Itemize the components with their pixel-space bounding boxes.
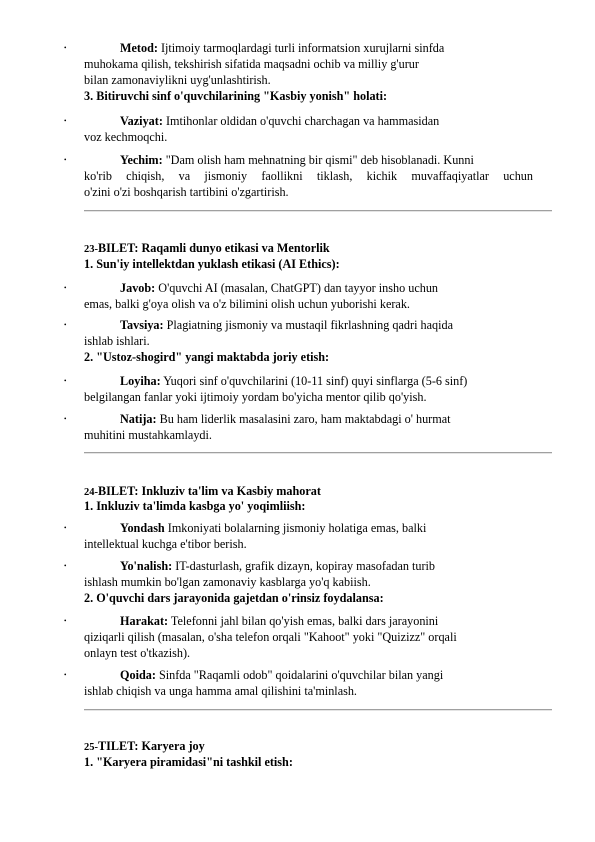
- item-text: Plagiatning jismoniy va mustaqil fikrlashning qadri haqida: [163, 318, 453, 332]
- bullet: •: [64, 284, 67, 292]
- list-item-yondash: [120, 521, 426, 536]
- bullet: •: [64, 117, 67, 125]
- ticket-heading: [84, 739, 205, 755]
- item-term: Yo'nalish:: [120, 559, 173, 573]
- item-term: Metod:: [120, 41, 158, 55]
- item-text: ishlash mumkin bo'lgan zamonaviy kasblarga yo'q kabiish.: [84, 575, 371, 589]
- item-text: O'quvchi AI (masalan, ChatGPT) dan tayyor insho uchun: [155, 281, 439, 295]
- divider: [84, 709, 552, 711]
- list-item-yonalish: [120, 559, 435, 574]
- item-text: Imtihonlar oldidan o'quvchi charchagan va hammasidan: [162, 114, 440, 128]
- section-heading: 1. "Karyera piramidasi"ni tashkil etish:: [84, 755, 293, 769]
- item-text: muhitini mustahkamlaydi.: [84, 428, 212, 442]
- item-text: intellektual kuchga e'tibor berish.: [84, 537, 247, 551]
- item-text: emas, balki g'oya olish va o'z bilimini olish uchun yuborishi kerak.: [84, 297, 410, 311]
- item-text: qiziqarli qilish (masalan, o'sha telefon orqali "Kahoot" yoki "Quizizz" orqali: [84, 630, 457, 644]
- list-item-loyiha: [120, 374, 467, 389]
- section-heading: 1. Sun'iy intellektdan yuklash etikasi (AI Ethics):: [84, 257, 340, 271]
- item-term: Javob:: [120, 281, 156, 295]
- section-heading: 1. Inkluziv ta'limda kasbga yo' yoqimliish:: [84, 499, 306, 513]
- item-text: Telefonni jahl bilan qo'yish emas, balki dars jarayonini: [168, 614, 439, 628]
- divider: [84, 452, 552, 454]
- bullet: •: [64, 321, 67, 329]
- ticket-title: BILET: Inkluziv ta'lim va Kasbiy mahorat: [98, 484, 321, 498]
- item-text: ishlab chiqish va unga hamma amal qilishini ta'minlash.: [84, 684, 357, 698]
- item-text: ko'rib chiqish, va jismoniy faollikni tiklash, kichik muvaffaqiyatlar uchun: [84, 169, 533, 183]
- item-term: Yechim:: [120, 153, 163, 167]
- section-heading: 3. Bitiruvchi sinf o'quvchilarining "Kasbiy yonish" holati:: [84, 89, 388, 103]
- item-text: Yuqori sinf o'quvchilarini (10-11 sinf) quyi sinflarga (5-6 sinf): [160, 374, 468, 388]
- bullet: •: [64, 562, 67, 570]
- bullet: •: [64, 671, 67, 679]
- bullet: •: [64, 377, 67, 385]
- bullet: •: [64, 524, 67, 532]
- item-text: Sinfda "Raqamli odob" qoidalarini o'quvchilar bilan yangi: [155, 668, 444, 682]
- ticket-heading: [84, 484, 321, 500]
- section-heading: 2. "Ustoz-shogird" yangi maktabda joriy etish:: [84, 350, 330, 364]
- item-term: Qoida:: [120, 668, 156, 682]
- item-text: voz kechmoqchi.: [84, 130, 168, 144]
- item-text: "Dam olish ham mehnatning bir qismi" deb hisoblanadi. Kunni: [162, 153, 474, 167]
- item-text: onlayn test o'tkazish).: [84, 646, 191, 660]
- section-heading: 2. O'quvchi dars jarayonida gajetdan o'rinsiz foydalansa:: [84, 591, 384, 605]
- list-item-yechim: [120, 153, 474, 168]
- ticket-heading: [84, 241, 330, 257]
- divider: [84, 210, 552, 212]
- bullet: •: [64, 156, 67, 164]
- item-text: Ijtimoiy tarmoqlardagi turli informatsion xurujlarni sinfda: [157, 41, 445, 55]
- list-item-vaziyat: [120, 114, 439, 129]
- item-text: ishlab ishlari.: [84, 334, 150, 348]
- item-text: Imkoniyati bolalarning jismoniy holatiga emas, balki: [164, 521, 427, 535]
- list-item-metod: [120, 41, 444, 56]
- item-text: Bu ham liderlik masalasini zaro, ham maktabdagi o' hurmat: [156, 412, 451, 426]
- item-term: Harakat:: [120, 614, 169, 628]
- ticket-title: TILET: Karyera joy: [98, 739, 205, 753]
- ticket-number: 23-: [84, 244, 98, 255]
- item-term: Tavsiya:: [120, 318, 164, 332]
- bullet: •: [64, 617, 67, 625]
- ticket-number: 25-: [84, 742, 98, 753]
- list-item-javob: [120, 281, 438, 296]
- item-text: o'zini o'zi boshqarish tartibini o'zgartirish.: [84, 185, 289, 199]
- item-text: muhokama qilish, tekshirish sifatida maqsadni ochib va milliy g'urur: [84, 57, 419, 71]
- item-term: Natija:: [120, 412, 157, 426]
- bullet: •: [64, 415, 67, 423]
- ticket-number: 24-: [84, 487, 98, 498]
- item-term: Loyiha:: [120, 374, 161, 388]
- list-item-harakat: [120, 614, 438, 629]
- list-item-qoida: [120, 668, 443, 683]
- list-item-natija: [120, 412, 451, 427]
- ticket-title: BILET: Raqamli dunyo etikasi va Mentorlik: [98, 241, 330, 255]
- list-item-tavsiya: [120, 318, 453, 333]
- bullet: •: [64, 44, 67, 52]
- item-text: belgilangan fanlar yoki ijtimoiy yordam bo'yicha mentor qilib qo'yish.: [84, 390, 427, 404]
- item-term: Vaziyat:: [120, 114, 163, 128]
- item-text: bilan zamonaviylikni uyg'unlashtirish.: [84, 73, 271, 87]
- item-term: Yondash: [120, 521, 165, 535]
- item-text: IT-dasturlash, grafik dizayn, kopiray masofadan turib: [172, 559, 436, 573]
